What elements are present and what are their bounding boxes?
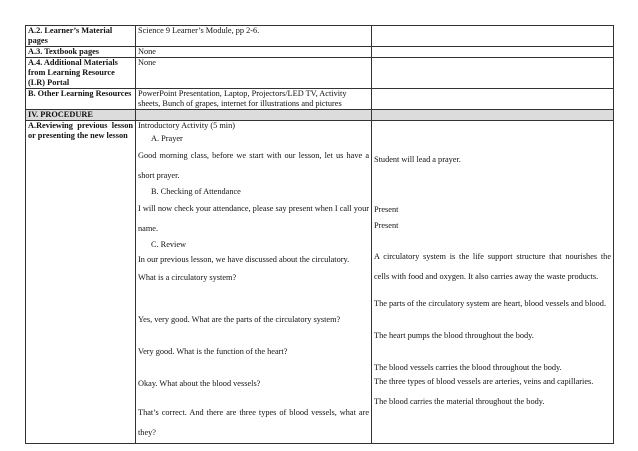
row-empty-cell [372,26,614,47]
activity-title: Introductory Activity (5 min) [138,121,236,130]
teacher-question-2: Yes, very good. What are the parts of the circulatory system? [138,315,341,324]
attendance-student-response-2: Present [374,221,399,230]
table-row [26,26,614,47]
section-empty-cell [136,110,372,121]
row-content: Science 9 Learner’s Module, pp 2-6. [136,26,372,47]
teacher-question-1: What is a circulatory system? [138,273,237,282]
section-empty-cell [372,110,614,121]
prayer-student-text: Student will lead a prayer. [374,155,461,164]
attendance-heading: B. Checking of Attendance [151,187,241,196]
table-row [26,89,614,110]
teacher-question-3: Very good. What is the function of the heart? [138,347,288,356]
row-empty-cell [372,58,614,89]
row-empty-cell [372,89,614,110]
row-label: B. Other Learning Resources [26,89,136,110]
row-content: None [136,58,372,89]
prayer-teacher-text: Good morning class, before we start with our lesson, let us have a short prayer. [138,151,369,180]
row-label: A.2. Learner’s Material pages [26,26,136,47]
row-empty-cell [372,47,614,58]
student-answer-6: The blood carries the material throughout the body. [374,397,545,406]
student-answer-1: A circulatory system is the life support structure that nourishes the cells with food and oxygen. It also carries away the waste products. [374,252,611,281]
row-label: A.4. Additional Materials from Learning Resource (LR) Portal [26,58,136,89]
student-answer-5: The three types of blood vessels are arteries, veins and capillaries. [374,377,594,386]
review-heading: C. Review [151,240,187,249]
row-label: A.3. Textbook pages [26,47,136,58]
attendance-teacher-text: I will now check your attendance, please say present when I call your name. [138,204,369,233]
teacher-question-5: That’s correct. And there are three types of blood vessels, what are they? [138,408,369,437]
section-title: IV. PROCEDURE [26,110,136,121]
teacher-activity-cell [136,121,372,444]
student-answer-3: The heart pumps the blood throughout the body. [374,331,534,340]
table-row [26,47,614,58]
procedure-label: A.Reviewing previous lesson or presenting the new lesson [26,121,136,444]
lesson-plan-table [25,25,614,444]
procedure-row [26,121,614,444]
section-header-row [26,110,614,121]
row-content: PowerPoint Presentation, Laptop, Projectors/LED TV, Activity sheets, Bunch of grapes, internet for illustrations and pictures [136,89,372,110]
row-content: None [136,47,372,58]
student-activity-cell [372,121,614,444]
table-row [26,58,614,89]
teacher-question-4: Okay. What about the blood vessels? [138,379,261,388]
review-intro-text: In our previous lesson, we have discussed about the circulatory. [138,255,350,264]
attendance-student-response-1: Present [374,205,399,214]
student-answer-2: The parts of the circulatory system are heart, blood vessels and blood. [374,299,607,308]
student-answer-4: The blood vessels carries the blood throughout the body. [374,363,562,372]
prayer-heading: A. Prayer [151,134,183,143]
